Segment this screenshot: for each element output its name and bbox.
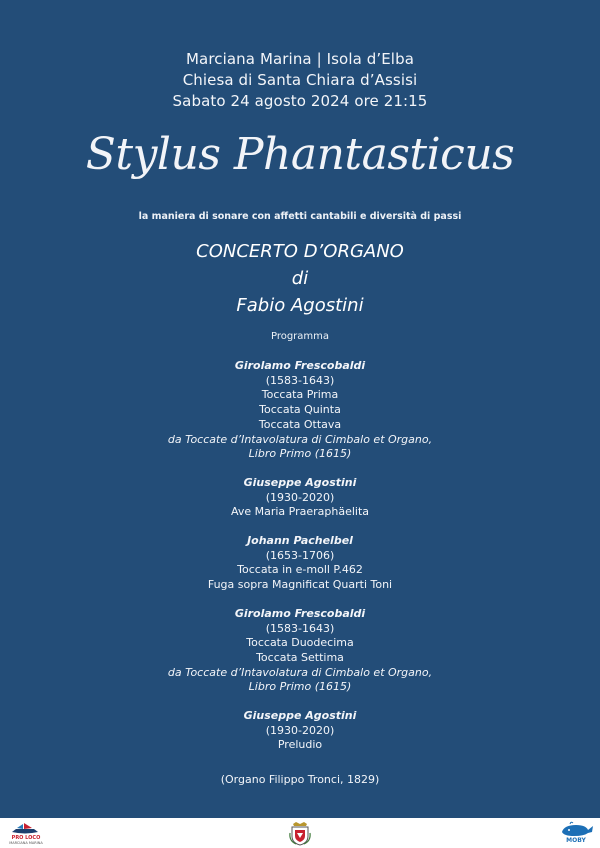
concert-di: di: [291, 268, 309, 289]
work-title: Toccata in e-moll P.462: [237, 563, 363, 577]
proloco-place: MARCIANA MARINA: [9, 841, 43, 845]
program-item: [0, 607, 600, 695]
whale-icon: [556, 821, 596, 837]
work-title: Toccata Ottava: [258, 417, 342, 431]
performer-name: Fabio Agostini: [236, 295, 364, 316]
moby-name: MOBY: [566, 837, 586, 844]
work-title: Preludio: [277, 738, 323, 752]
work-title: Fuga sopra Magnificat Quarti Toni: [207, 578, 393, 592]
program-item: [0, 476, 600, 520]
work-source: da Toccate d’Intavolatura di Cimbalo et Organo,: [167, 432, 433, 446]
program-item: [0, 709, 600, 753]
composer-name: Giuseppe Agostini: [243, 475, 357, 489]
moby-logo: [556, 821, 596, 846]
proloco-logo: [6, 822, 46, 846]
work-title: Toccata Prima: [261, 388, 339, 402]
work-title: Toccata Quinta: [259, 403, 341, 417]
municipal-crest-icon: [288, 821, 312, 846]
work-source: Libro Primo (1615): [248, 680, 352, 694]
composer-dates: (1930-2020): [265, 723, 335, 737]
composer-dates: (1583-1643): [265, 373, 335, 387]
organ-note: (Organo Filippo Tronci, 1829): [220, 773, 380, 786]
work-title: Toccata Duodecima: [246, 636, 354, 650]
composer-name: Johann Pachelbel: [247, 534, 353, 548]
programma-label: Programma: [270, 331, 330, 342]
concert-title: Stylus Phantasticus: [85, 129, 515, 180]
concert-heading: [0, 238, 600, 319]
event-header: [0, 49, 600, 112]
work-title: Ave Maria Praeraphäelita: [230, 505, 370, 519]
event-location: Marciana Marina | Isola d’Elba: [186, 50, 414, 68]
program-item: [0, 534, 600, 593]
concert-type: CONCERTO D’ORGANO: [196, 241, 404, 262]
work-source: da Toccate d’Intavolatura di Cimbalo et Organo,: [167, 665, 433, 679]
work-title: Toccata Settima: [256, 650, 344, 664]
proloco-name: PRO LOCO: [11, 835, 41, 841]
boat-icon: [10, 822, 40, 834]
program-list: [0, 359, 600, 767]
event-datetime: Sabato 24 agosto 2024 ore 21:15: [172, 92, 428, 110]
concert-subtitle: la maniera di sonare con affetti cantabili e diversità di passi: [138, 211, 462, 222]
composer-name: Giuseppe Agostini: [243, 709, 357, 723]
work-source: Libro Primo (1615): [248, 447, 352, 461]
composer-name: Girolamo Frescobaldi: [234, 359, 366, 372]
composer-dates: (1653-1706): [265, 548, 335, 562]
composer-dates: (1583-1643): [265, 621, 335, 635]
program-item: [0, 359, 600, 462]
event-venue: Chiesa di Santa Chiara d’Assisi: [182, 71, 418, 89]
composer-name: Girolamo Frescobaldi: [234, 606, 366, 620]
footer-logos: [0, 818, 600, 848]
composer-dates: (1930-2020): [265, 490, 335, 504]
